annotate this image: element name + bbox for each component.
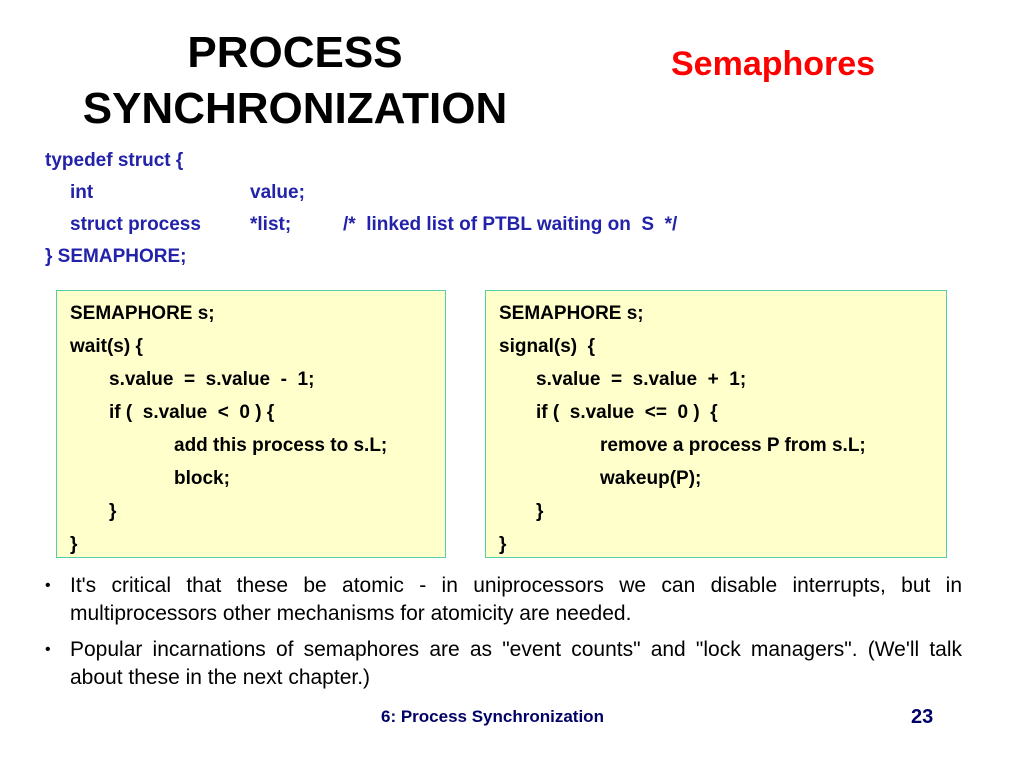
- code-struct-process-type: struct process: [70, 214, 201, 235]
- slide-title-line-2: SYNCHRONIZATION: [82, 84, 508, 133]
- wait-line-2: wait(s) {: [70, 336, 143, 357]
- wait-line-5: add this process to s.L;: [174, 435, 388, 456]
- bullet-list: [45, 572, 962, 700]
- code-int-type: int: [70, 182, 94, 203]
- semaphore-struct-code: [45, 145, 765, 273]
- signal-line-5: remove a process P from s.L;: [600, 435, 866, 456]
- bullet-item: [45, 572, 962, 628]
- signal-code-box: [485, 290, 947, 558]
- signal-line-6: wakeup(P);: [600, 468, 702, 489]
- wait-code-box: [56, 290, 446, 558]
- slide-subtitle: Semaphores: [671, 45, 876, 83]
- code-value-field: value;: [250, 182, 305, 203]
- code-list-comment: /* linked list of PTBL waiting on S */: [343, 214, 678, 235]
- bullet-item: [45, 636, 962, 692]
- code-line-typedef: typedef struct {: [45, 150, 184, 171]
- wait-line-6: block;: [174, 468, 230, 489]
- signal-line-2: signal(s) {: [499, 336, 596, 357]
- signal-line-1: SEMAPHORE s;: [499, 303, 644, 324]
- signal-line-3: s.value = s.value + 1;: [536, 369, 747, 390]
- wait-line-3: s.value = s.value - 1;: [109, 369, 315, 390]
- signal-line-7: }: [536, 501, 544, 522]
- wait-line-1: SEMAPHORE s;: [70, 303, 215, 324]
- slide-title-line-1: PROCESS: [187, 28, 403, 77]
- code-line-int-value: [45, 177, 745, 209]
- bullet-text: It's critical that these be atomic - in uniprocessors we can disable interrupts, but in multiprocessors other mechanisms for atomicity are needed.: [70, 574, 962, 625]
- footer-chapter: 6: Process Synchronization: [381, 707, 604, 726]
- bullet-text: Popular incarnations of semaphores are as "event counts" and "lock managers". (We'll talk about these in the next chapter.): [70, 638, 962, 689]
- code-list-field: *list;: [250, 214, 292, 235]
- slide-title: [0, 25, 590, 137]
- code-line-closing: } SEMAPHORE;: [45, 246, 187, 267]
- bullet-dot-icon: •: [45, 641, 51, 658]
- code-line-list: [45, 209, 765, 241]
- bullet-dot-icon: •: [45, 577, 51, 594]
- wait-line-8: }: [70, 534, 78, 555]
- signal-line-4: if ( s.value <= 0 ) {: [536, 402, 718, 423]
- wait-line-4: if ( s.value < 0 ) {: [109, 402, 275, 423]
- signal-line-8: }: [499, 534, 507, 555]
- page-number: 23: [911, 706, 934, 728]
- wait-line-7: }: [109, 501, 117, 522]
